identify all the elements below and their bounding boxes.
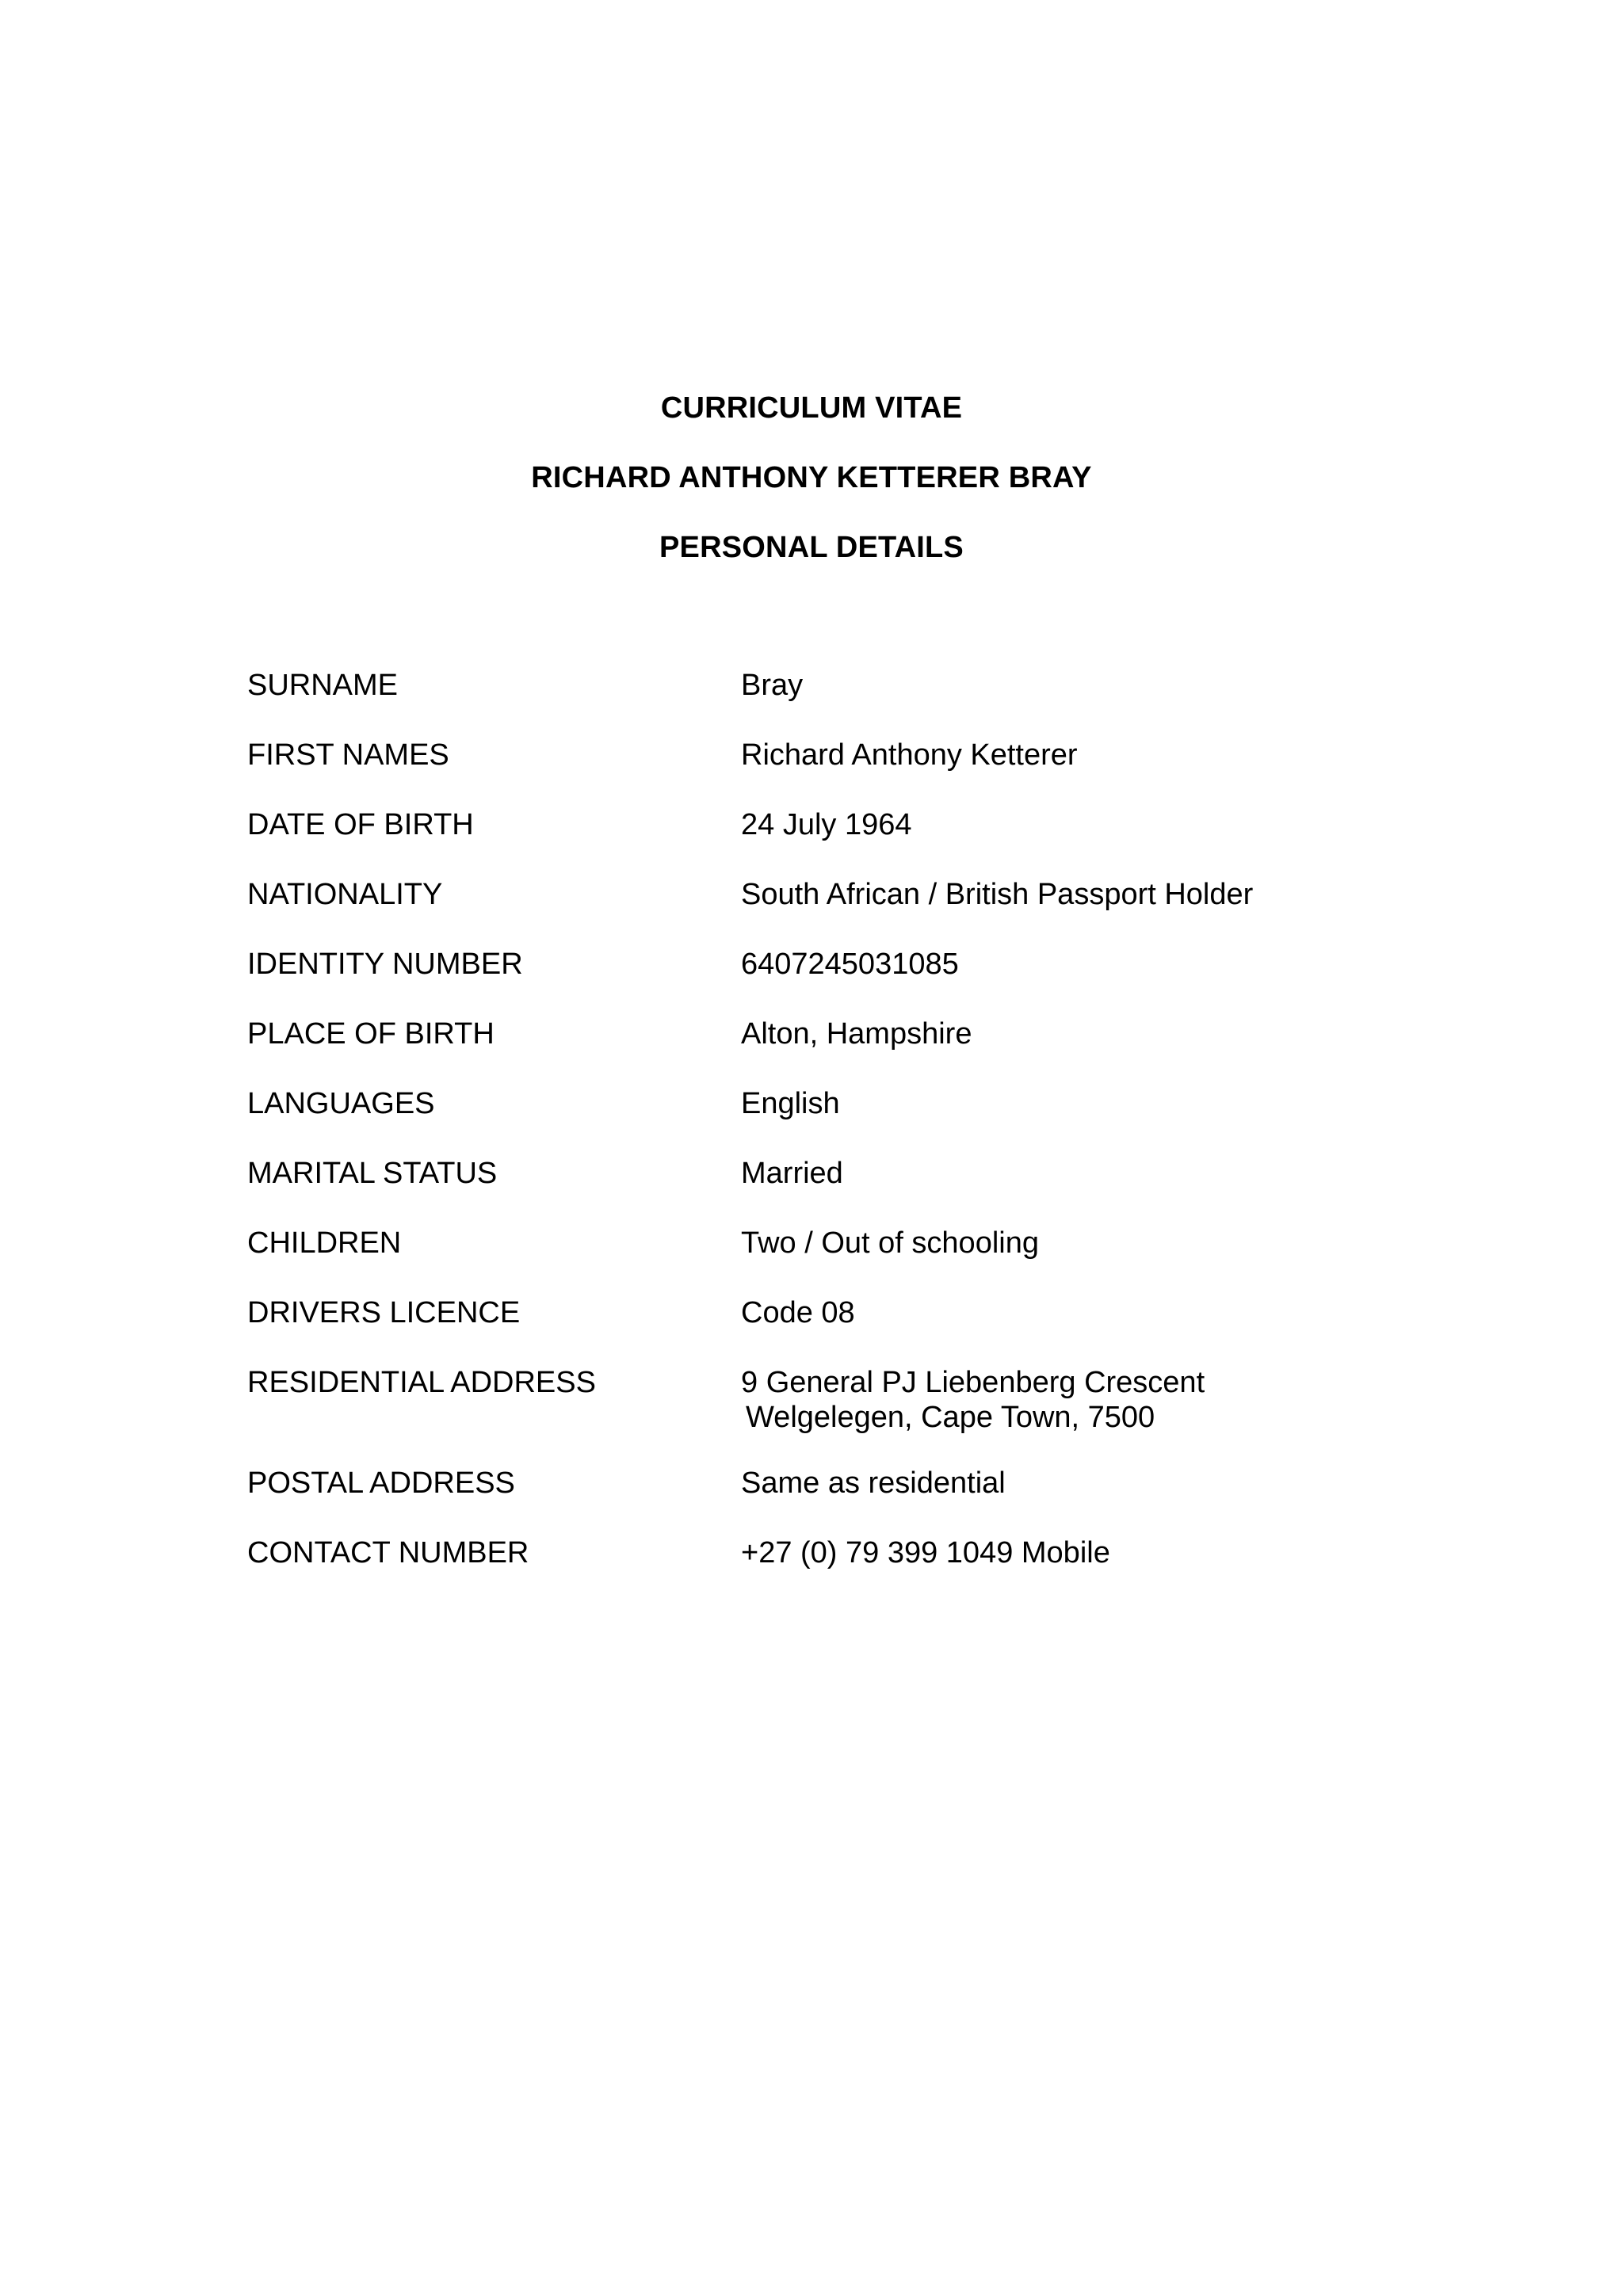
- detail-value: Richard Anthony Ketterer: [741, 738, 1078, 772]
- detail-row-postal-address: [247, 1466, 1436, 1505]
- detail-row-drivers-licence: [247, 1295, 1436, 1335]
- detail-value: English: [741, 1087, 840, 1120]
- detail-label: LANGUAGES: [247, 1087, 435, 1120]
- detail-value: South African / British Passport Holder: [741, 878, 1254, 911]
- detail-label: POSTAL ADDRESS: [247, 1466, 515, 1500]
- detail-row-nationality: [247, 877, 1436, 917]
- detail-row-place-of-birth: [247, 1016, 1436, 1056]
- detail-value: Code 08: [741, 1296, 855, 1329]
- detail-row-identity-number: [247, 947, 1436, 986]
- detail-row-residential-address: [247, 1365, 1436, 1441]
- detail-row-contact-number: [247, 1535, 1436, 1575]
- detail-label: CHILDREN: [247, 1226, 402, 1260]
- detail-value: Alton, Hampshire: [741, 1017, 972, 1051]
- detail-value: 9 General PJ Liebenberg Crescent: [741, 1366, 1205, 1399]
- detail-value: Two / Out of schooling: [741, 1226, 1039, 1260]
- section-heading: PERSONAL DETAILS: [659, 531, 964, 564]
- detail-row-languages: [247, 1086, 1436, 1126]
- detail-value: Married: [741, 1157, 843, 1190]
- detail-label: RESIDENTIAL ADDRESS: [247, 1366, 596, 1399]
- detail-label: DATE OF BIRTH: [247, 808, 474, 841]
- detail-row-children: [247, 1226, 1436, 1265]
- detail-value: Bray: [741, 669, 804, 702]
- detail-row-marital-status: [247, 1156, 1436, 1196]
- detail-row-surname: [247, 668, 1436, 707]
- person-name-heading: RICHARD ANTHONY KETTERER BRAY: [531, 461, 1092, 494]
- detail-row-first-names: [247, 738, 1436, 777]
- detail-label: MARITAL STATUS: [247, 1157, 498, 1190]
- detail-value: 24 July 1964: [741, 808, 912, 841]
- detail-label: NATIONALITY: [247, 878, 443, 911]
- detail-value: 6407245031085: [741, 948, 959, 981]
- detail-label: SURNAME: [247, 669, 399, 702]
- detail-value: +27 (0) 79 399 1049 Mobile: [741, 1536, 1110, 1569]
- detail-label: IDENTITY NUMBER: [247, 948, 523, 981]
- detail-label: PLACE OF BIRTH: [247, 1017, 495, 1051]
- detail-row-date-of-birth: [247, 807, 1436, 847]
- detail-value: Same as residential: [741, 1466, 1006, 1500]
- detail-label: CONTACT NUMBER: [247, 1536, 529, 1569]
- detail-label: FIRST NAMES: [247, 738, 449, 772]
- detail-value-line2: Welgelegen, Cape Town, 7500: [746, 1401, 1155, 1434]
- document-title: CURRICULUM VITAE: [660, 391, 963, 425]
- detail-label: DRIVERS LICENCE: [247, 1296, 521, 1329]
